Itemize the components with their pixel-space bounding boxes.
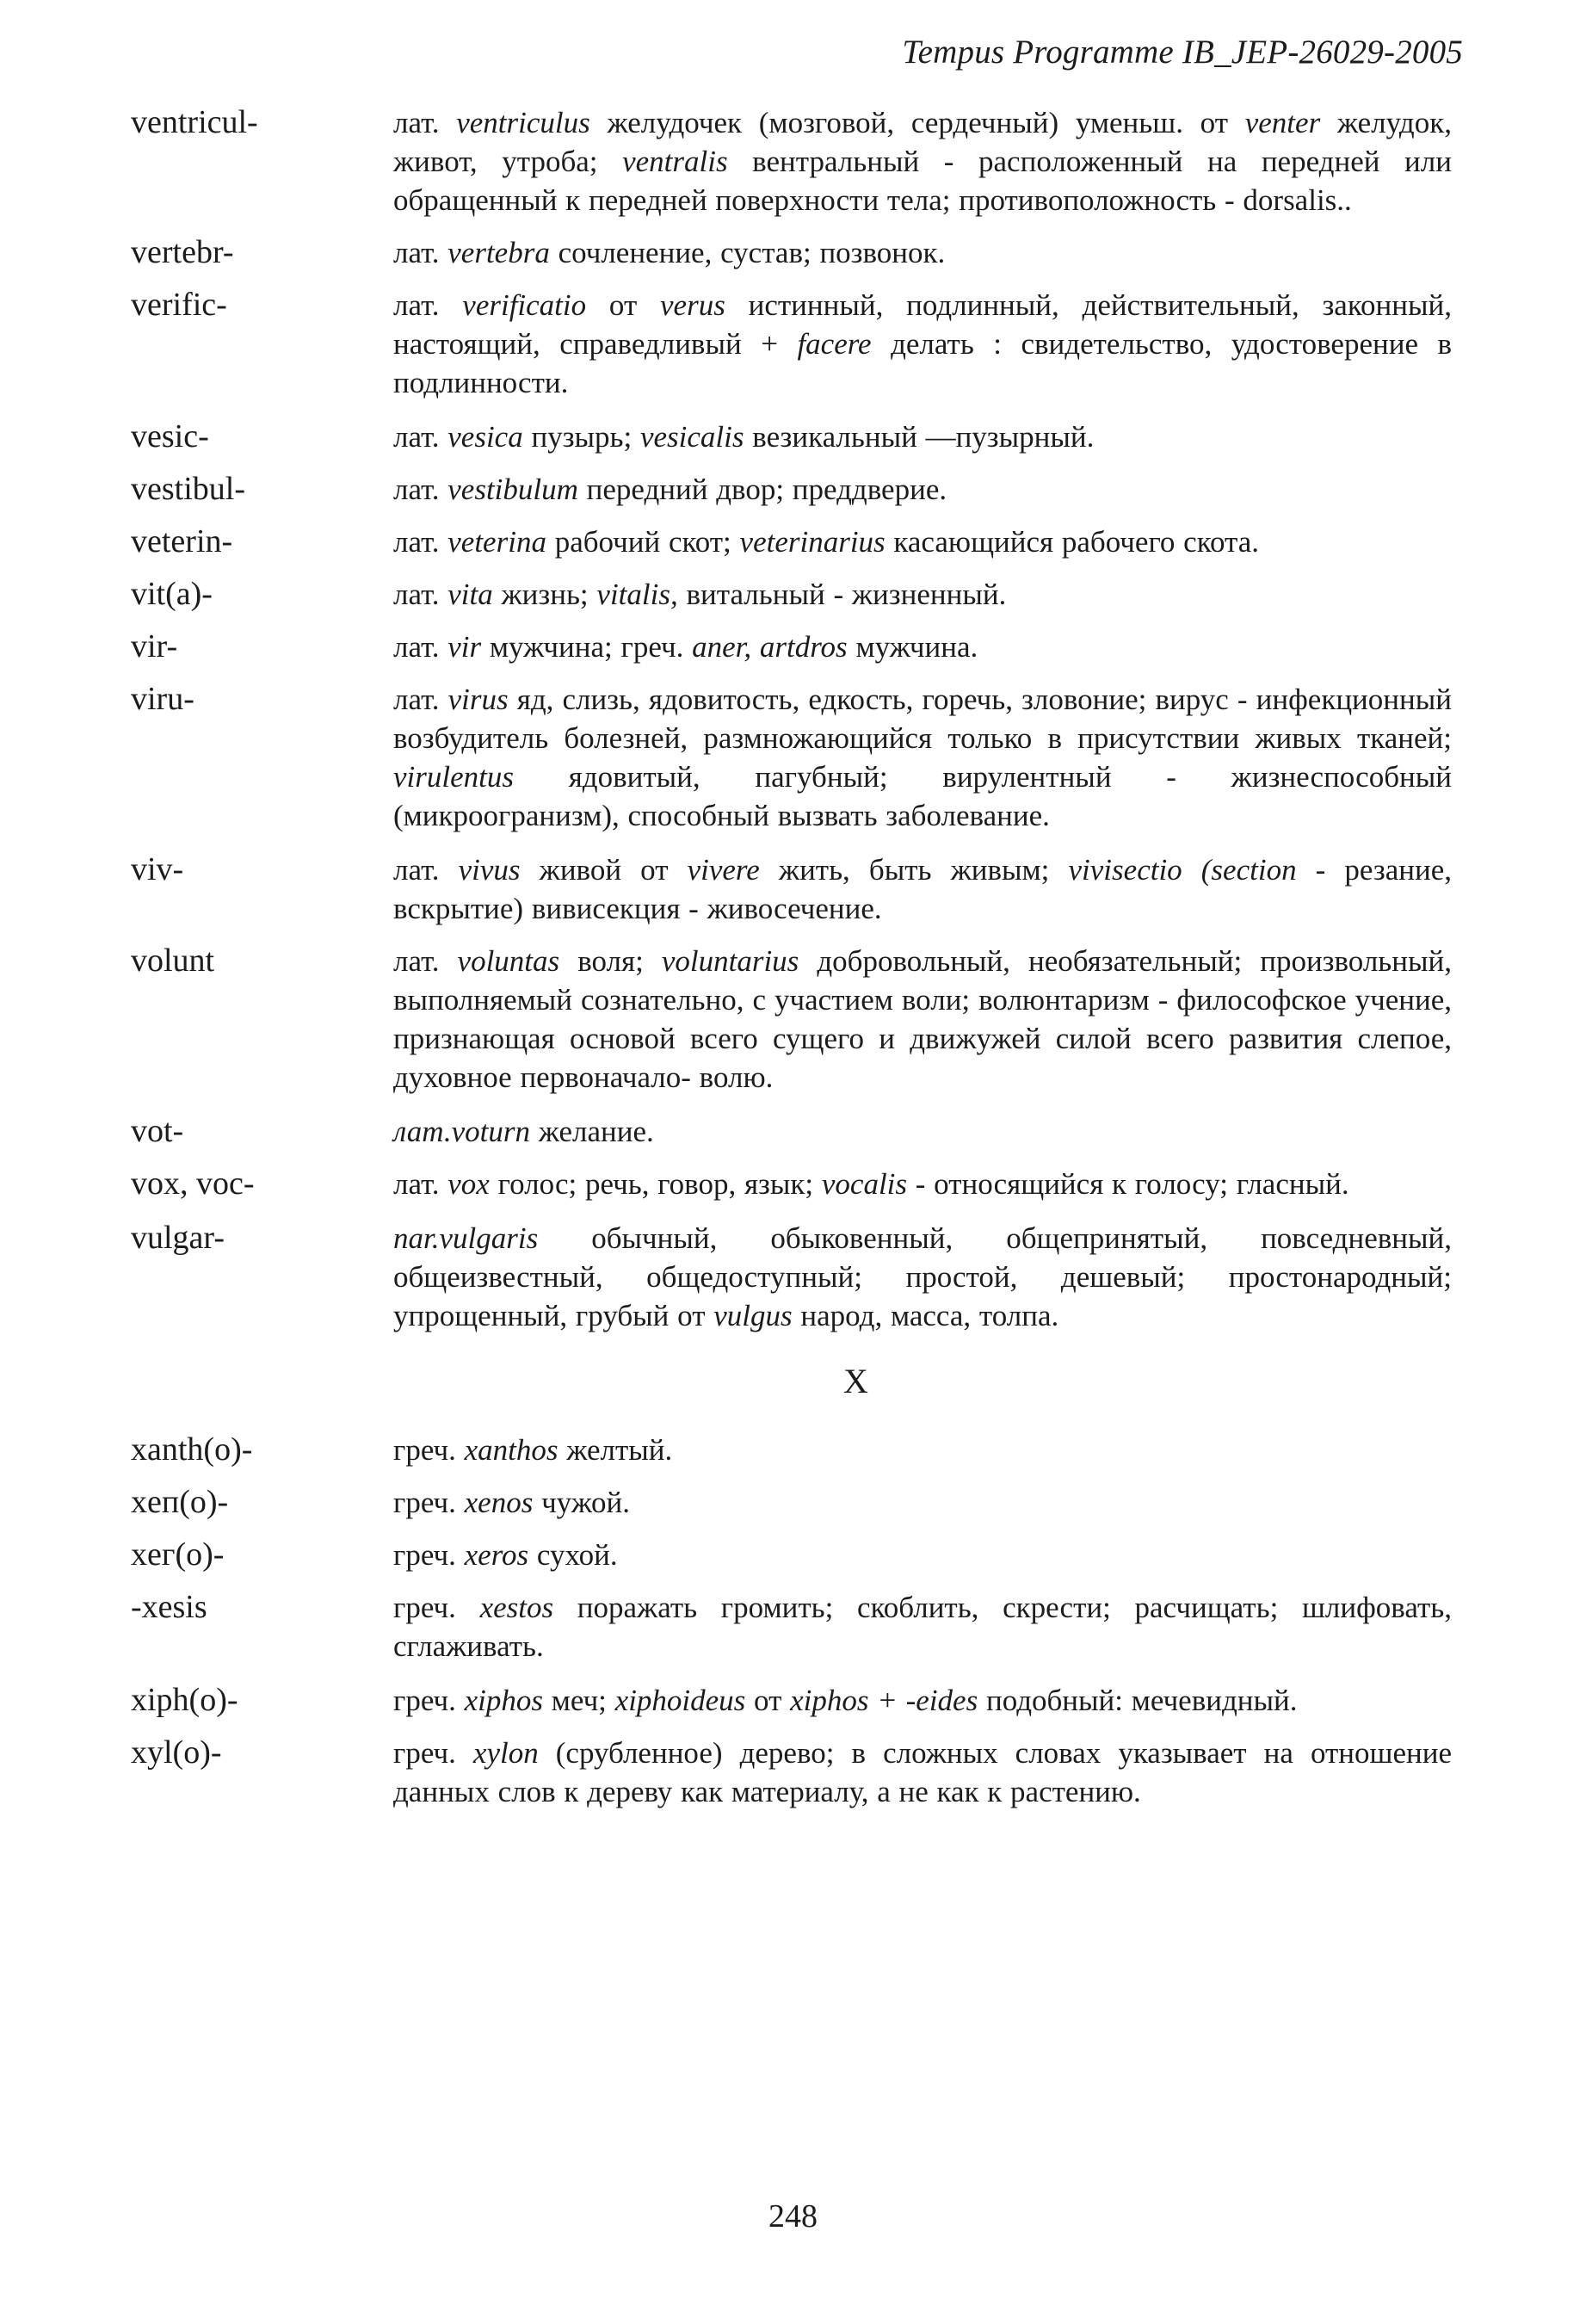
entry-definition	[393, 1112, 1452, 1151]
definition-text: желание.	[530, 1115, 654, 1148]
definition-italic-text: xiphos + -eides	[790, 1684, 978, 1717]
definition-text: греч.	[393, 1433, 465, 1467]
definition-italic-text: xenos	[464, 1486, 534, 1519]
entry-term: vox, voc-	[131, 1165, 255, 1202]
entry-term: vesic-	[131, 418, 209, 454]
definition-text: греч.	[393, 1736, 473, 1770]
definition-text: пузырь;	[522, 420, 640, 454]
definition-text: греч.	[393, 1538, 465, 1572]
definition-text: живой от	[520, 853, 688, 887]
definition-text: подобный: мечевидный.	[978, 1684, 1298, 1717]
definition-text: греч.	[393, 1486, 465, 1519]
dictionary-entry	[131, 417, 1452, 456]
definition-italic-text: facere	[797, 327, 872, 361]
entry-definition	[393, 286, 1452, 402]
definition-text: ядовитый, пагубный; вирулентный - жизнеспособный (микроогранизм), способный вызвать заболевание.	[393, 760, 1452, 832]
definition-italic-text: vesicalis	[639, 420, 744, 454]
definition-text: народ, масса, толпа.	[792, 1299, 1059, 1332]
entry-definition	[393, 680, 1452, 835]
definition-italic-text: voluntarius	[661, 944, 799, 978]
definition-text: жить, быть живым;	[759, 853, 1069, 887]
definition-italic-text: xestos	[479, 1591, 554, 1624]
definition-text: лат.	[393, 630, 448, 664]
dictionary-entry	[131, 1588, 1452, 1666]
dictionary-entry	[131, 850, 1452, 928]
dictionary-entry	[131, 286, 1452, 402]
definition-italic-text: vertebra	[447, 236, 550, 269]
definition-italic-text: лат.voturn	[393, 1115, 531, 1148]
definition-text: лат.	[393, 525, 448, 559]
dictionary-entry	[131, 680, 1452, 835]
entry-definition	[393, 1681, 1452, 1720]
definition-italic-text: xiphos	[464, 1684, 544, 1717]
definition-italic-text: virus	[447, 683, 509, 716]
entry-definition	[393, 575, 1452, 614]
entry-term: -xesis	[131, 1589, 207, 1625]
entry-term: vir-	[131, 628, 178, 664]
definition-italic-text: vita	[447, 578, 493, 611]
dictionary-entry	[131, 1734, 1452, 1811]
definition-text: лат.	[393, 420, 448, 454]
definition-text: мужчина.	[847, 630, 978, 664]
definition-text: греч.	[393, 1684, 465, 1717]
dictionary-entry	[131, 627, 1452, 666]
entry-term: vertebr-	[131, 234, 234, 270]
entry-definition	[393, 942, 1452, 1097]
definition-italic-text: xiphoideus	[614, 1684, 746, 1717]
entry-definition	[393, 233, 1452, 272]
definition-text: - резание, вскрытие) вивисекция - живосечение.	[393, 853, 1453, 925]
entry-term: xyl(o)-	[131, 1734, 222, 1771]
dictionary-entry	[131, 1112, 1452, 1151]
definition-text: сухой.	[528, 1538, 618, 1572]
definition-text: лат.	[393, 288, 463, 322]
entry-term: verific-	[131, 287, 227, 323]
definition-italic-text: verus	[660, 288, 725, 322]
definition-italic-text: vir	[447, 630, 482, 664]
definition-text: лат.	[393, 578, 448, 611]
definition-text: добровольный, необязательный; произвольный, выполняемый сознательно, с участием воли; волюнтаризм - философское учение, признающая основой всего сущего и движужей силой всего развития слепое, духовное первоначало- волю.	[393, 944, 1452, 1094]
entry-definition	[393, 1431, 1452, 1469]
definition-text: яд, слизь, ядовитость, едкость, горечь, зловоние; вирус - инфекционный возбудитель болезней, размножающийся только в присутствии живых тканей;	[393, 683, 1452, 755]
dictionary-entry	[131, 1681, 1452, 1720]
definition-italic-text: vivus	[458, 853, 521, 887]
entry-term: ventricul-	[131, 104, 258, 140]
entry-term: veterin-	[131, 523, 233, 559]
running-header: Tempus Programme IB_JEP-26029-2005	[902, 34, 1463, 71]
definition-text: воля;	[559, 944, 662, 978]
definition-italic-text: xylon	[472, 1736, 539, 1770]
definition-italic-text: vivere	[687, 853, 760, 887]
definition-italic-text: vestibulum	[447, 473, 578, 506]
definition-italic-text: vox	[447, 1167, 490, 1201]
definition-italic-text: nar.vulgaris	[393, 1221, 539, 1255]
definition-italic-text: vivisectio (section	[1068, 853, 1297, 887]
definition-text: от	[745, 1684, 791, 1717]
entry-term: vestibul-	[131, 471, 245, 507]
definition-italic-text: vesica	[447, 420, 523, 454]
definition-text: лат.	[393, 683, 448, 716]
definition-text: лат.	[393, 944, 458, 978]
dictionary-entry	[131, 575, 1452, 614]
entry-definition	[393, 627, 1452, 666]
definition-text: витальный - жизненный.	[677, 578, 1007, 611]
definition-italic-text: xeros	[464, 1538, 529, 1572]
definition-text: жизнь;	[492, 578, 597, 611]
definition-italic-text: ventriculus	[456, 106, 590, 139]
definition-text: делать : свидетельство, удостоверение в подлинности.	[393, 327, 1453, 399]
entry-definition	[393, 417, 1452, 456]
dictionary-entry	[131, 522, 1452, 561]
definition-text: поражать громить; скоблить, скрести; расчищать; шлифовать, сглаживать.	[393, 1591, 1452, 1663]
entry-definition	[393, 103, 1452, 219]
dictionary-entry	[131, 470, 1452, 509]
definition-text: рабочий скот;	[546, 525, 740, 559]
entry-term: viru-	[131, 681, 194, 717]
definition-text: лат.	[393, 236, 448, 269]
definition-italic-text: vocalis	[821, 1167, 908, 1201]
entry-definition	[393, 522, 1452, 561]
entry-definition	[393, 1165, 1452, 1203]
definition-text: везикальный —пузырный.	[744, 420, 1095, 454]
definition-italic-text: verificatio	[462, 288, 587, 322]
entry-term: xiph(o)-	[131, 1682, 238, 1718]
dictionary-entry	[131, 1536, 1452, 1574]
definition-italic-text: veterinarius	[739, 525, 886, 559]
page-number: 248	[768, 2198, 818, 2234]
definition-text: меч;	[543, 1684, 615, 1717]
definition-text: истинный, подлинный, действительный, законный, настоящий, справедливый +	[393, 288, 1453, 361]
definition-text: лат.	[393, 106, 457, 139]
entry-term: vulgar-	[131, 1220, 225, 1256]
entry-definition	[393, 1536, 1452, 1574]
entry-term: volunt	[131, 943, 215, 979]
definition-text: желудок, живот, утроба;	[393, 106, 1452, 178]
entry-term: xeп(o)-	[131, 1484, 229, 1520]
definition-text: передний двор; преддверие.	[577, 473, 947, 506]
definition-italic-text: vulgus	[713, 1299, 793, 1332]
definition-text: от	[586, 288, 661, 322]
dictionary-entries	[131, 103, 1452, 1825]
entry-definition	[393, 850, 1452, 928]
definition-text: чужой.	[533, 1486, 631, 1519]
dictionary-entry	[131, 1483, 1452, 1522]
entry-definition	[393, 470, 1452, 509]
dictionary-entry	[131, 103, 1452, 219]
definition-italic-text: veterina	[447, 525, 546, 559]
definition-italic-text: venter	[1244, 106, 1321, 139]
definition-text: желудочек (мозговой, сердечный) уменьш. от	[589, 106, 1245, 139]
definition-text: голос; речь, говор, язык;	[489, 1167, 822, 1201]
definition-text: греч.	[393, 1591, 480, 1624]
entry-term: vot-	[131, 1113, 184, 1149]
definition-text: лат.	[393, 1167, 448, 1201]
definition-italic-text: vitalis,	[596, 578, 678, 611]
definition-text: лат.	[393, 473, 448, 506]
entry-definition	[393, 1219, 1452, 1335]
dictionary-entry	[131, 1219, 1452, 1335]
entry-definition	[393, 1483, 1452, 1522]
entry-definition	[393, 1734, 1452, 1811]
entry-term: xanth(o)-	[131, 1431, 253, 1468]
dictionary-entry	[131, 942, 1452, 1097]
dictionary-entry	[131, 1431, 1452, 1469]
entry-term: xeг(o)-	[131, 1536, 225, 1573]
definition-italic-text: voluntas	[457, 944, 560, 978]
dictionary-entry	[131, 233, 1452, 272]
entry-term: viv-	[131, 851, 184, 887]
definition-italic-text: xanthos	[464, 1433, 558, 1467]
dictionary-entry	[131, 1165, 1452, 1203]
definition-text: вентральный - расположенный на передней или обращенный к передней поверхности тела; противоположность - dorsalis..	[393, 145, 1452, 217]
section-heading: X	[843, 1362, 868, 1400]
definition-text: лат.	[393, 853, 459, 887]
definition-text: касающийся рабочего скота.	[885, 525, 1259, 559]
definition-italic-text: aner, artdros	[692, 630, 848, 664]
definition-text: мужчина; греч.	[481, 630, 693, 664]
definition-italic-text: virulentus	[393, 760, 514, 794]
definition-text: сочленение, сустав; позвонок.	[549, 236, 946, 269]
definition-text: - относящийся к голосу; гласный.	[907, 1167, 1349, 1201]
entry-term: vit(a)-	[131, 576, 213, 612]
entry-definition	[393, 1588, 1452, 1666]
definition-italic-text: ventralis	[622, 145, 728, 178]
definition-text: обычный, обыковенный, общепринятый, повседневный, общеизвестный, общедоступный; простой, дешевый; простонародный; упрощенный, грубый от	[393, 1221, 1452, 1332]
definition-text: (срубленное) дерево; в сложных словах указывает на отношение данных слов к дереву как материалу, а не как к растению.	[393, 1736, 1452, 1808]
definition-text: желтый.	[558, 1433, 673, 1467]
